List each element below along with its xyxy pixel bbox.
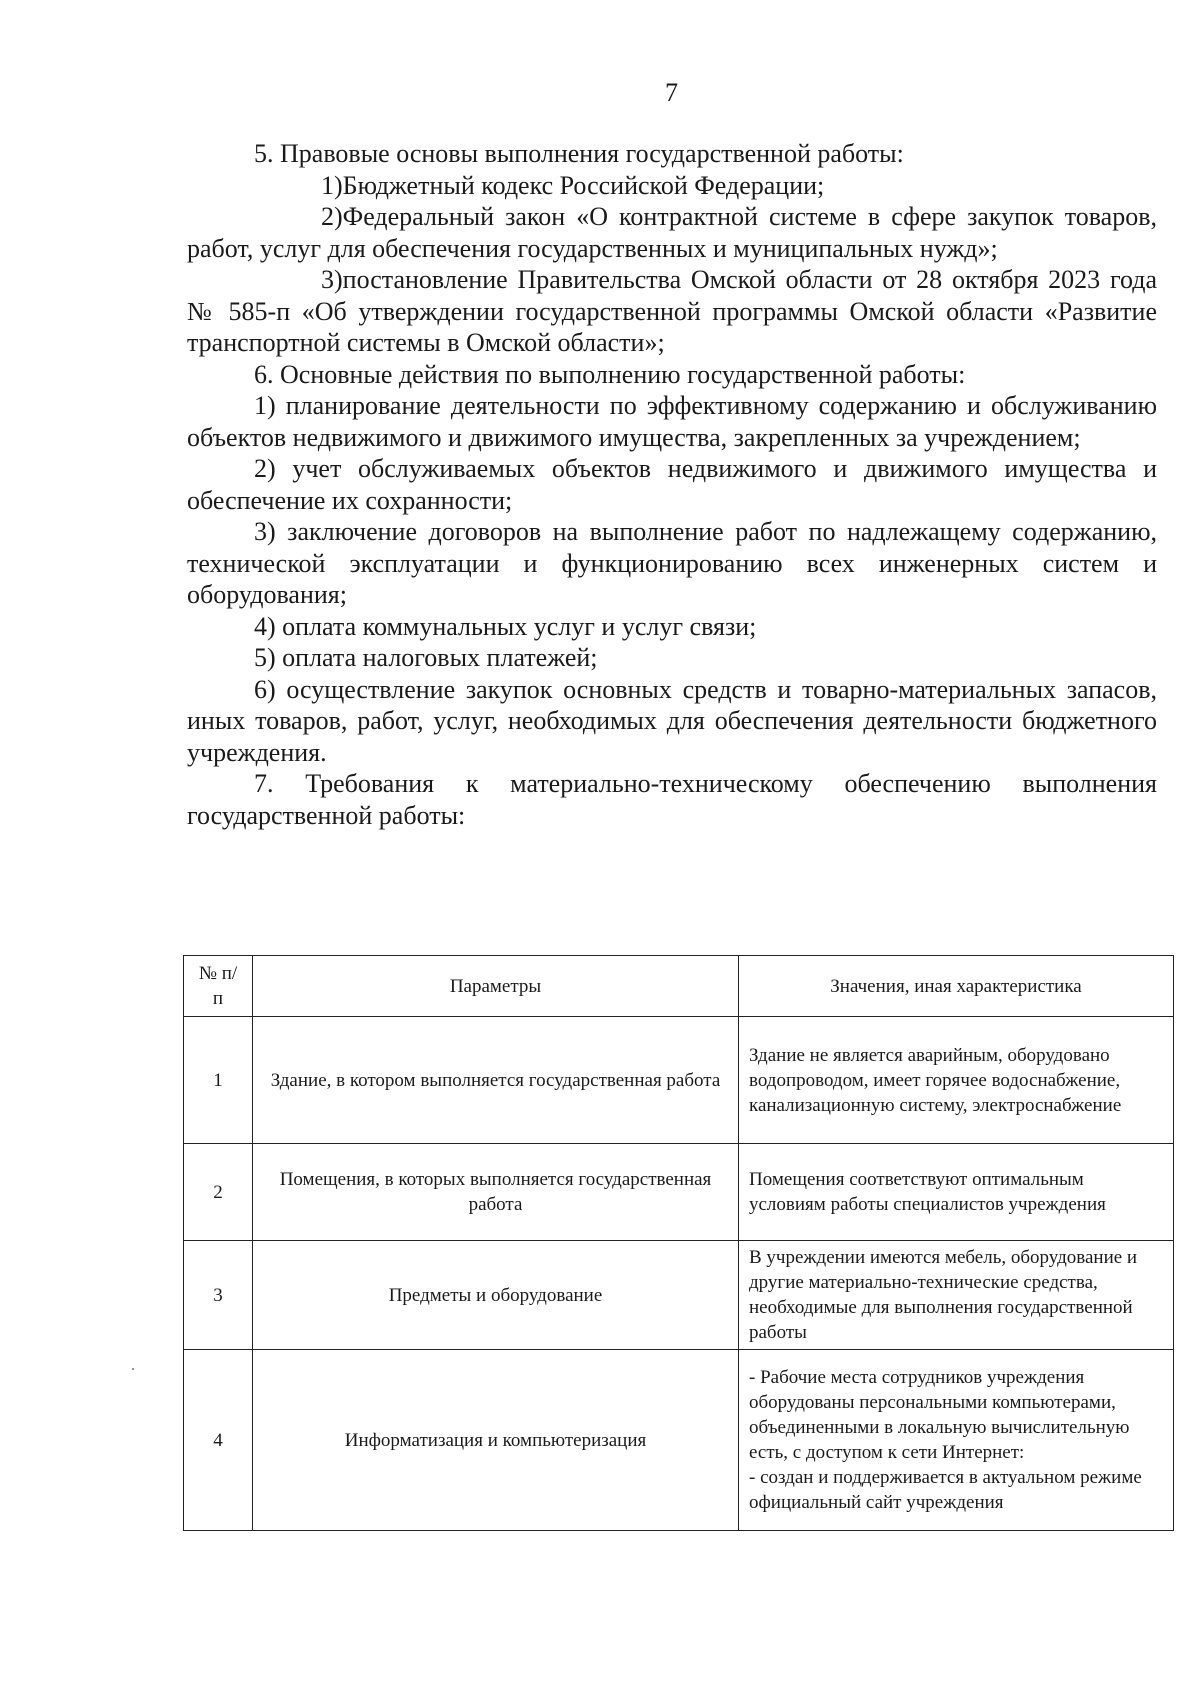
row-number: 1: [184, 1017, 253, 1144]
scan-speck: [132, 1368, 134, 1370]
item-number: 3): [321, 265, 343, 294]
table-row: [184, 1350, 1174, 1531]
row-number: 4: [184, 1350, 253, 1531]
row-value-line: - Рабочие места сотрудников учреждения оборудованы персональными компьютерами, объединенными в локальную вычислительную есть, с доступом к сети Интернет:: [749, 1367, 1130, 1463]
page-number: 7: [665, 78, 678, 107]
row-parameter: Предметы и оборудование: [253, 1241, 739, 1350]
section-6-item-5: 5) оплата налоговых платежей;: [254, 643, 598, 672]
section-7-heading: 7. Требования к материально-техническому обеспечению выполнения государственной работы:: [187, 769, 1157, 830]
header-parameters: Параметры: [253, 956, 739, 1017]
item-number: 1): [321, 170, 343, 200]
header-number: № п/п: [184, 956, 253, 1017]
section-5-item-3: [187, 264, 1157, 359]
row-value: Здание не является аварийным, оборудовано водопроводом, имеет горячее водоснабжение, канализационную систему, электроснабжение: [739, 1017, 1174, 1144]
section-6-item-3: 3) заключение договоров на выполнение работ по надлежащему содержанию, технической эксплуатации и функционированию всех инженерных систем и оборудования;: [187, 517, 1157, 609]
section-6-item-6: 6) осуществление закупок основных средств и товарно-материальных запасов, иных товаров, работ, услуг, необходимых для обеспечения деятельности бюджетного учреждения.: [187, 674, 1157, 767]
row-parameter: Здание, в котором выполняется государственная работа: [253, 1017, 739, 1144]
section-5-heading: 5. Правовые основы выполнения государственной работы:: [254, 139, 904, 168]
requirements-table: [183, 955, 1174, 1531]
section-5-item-2: [187, 201, 1157, 264]
table-header-row: [184, 956, 1174, 1017]
row-value-line: - создан и поддерживается в актуальном режиме официальный сайт учреждения: [749, 1467, 1142, 1513]
item-number: 2): [321, 202, 343, 231]
item-text: Бюджетный кодекс Российской Федерации;: [342, 170, 825, 200]
section-6-item-4: 4) оплата коммунальных услуг и услуг связи;: [254, 611, 757, 641]
row-number: 3: [184, 1241, 253, 1350]
item-text: постановление Правительства Омской области от 28 октября 2023 года № 585-п «Об утверждении государственной программы Омской области «Развитие транспортной системы в Омской области»;: [187, 265, 1157, 357]
section-6-item-1: 1) планирование деятельности по эффективному содержанию и обслуживанию объектов недвижимого и движимого имущества, закрепленных за учреждением;: [187, 391, 1157, 452]
row-parameter: Информатизация и компьютеризация: [253, 1350, 739, 1531]
table-row: [184, 1241, 1174, 1350]
section-6-item-2: 2) учет обслуживаемых объектов недвижимого и движимого имущества и обеспечение их сохранности;: [187, 454, 1157, 515]
row-parameter: Помещения, в которых выполняется государственная работа: [253, 1144, 739, 1241]
row-value: [739, 1350, 1174, 1531]
row-value: В учреждении имеются мебель, оборудование и другие материально-технические средства, необходимые для выполнения государственной работы: [739, 1241, 1174, 1350]
item-text: Федеральный закон «О контрактной системе в сфере закупок товаров, работ, услуг для обеспечения государственных и муниципальных нужд»;: [187, 202, 1157, 263]
table-row: [184, 1017, 1174, 1144]
row-value: Помещения соответствуют оптимальным условиям работы специалистов учреждения: [739, 1144, 1174, 1241]
section-5-item-1: [187, 170, 1157, 202]
header-values: Значения, иная характеристика: [739, 956, 1174, 1017]
row-number: 2: [184, 1144, 253, 1241]
section-6-heading: 6. Основные действия по выполнению государственной работы:: [254, 359, 966, 389]
document-body: [187, 138, 1157, 831]
table-row: [184, 1144, 1174, 1241]
